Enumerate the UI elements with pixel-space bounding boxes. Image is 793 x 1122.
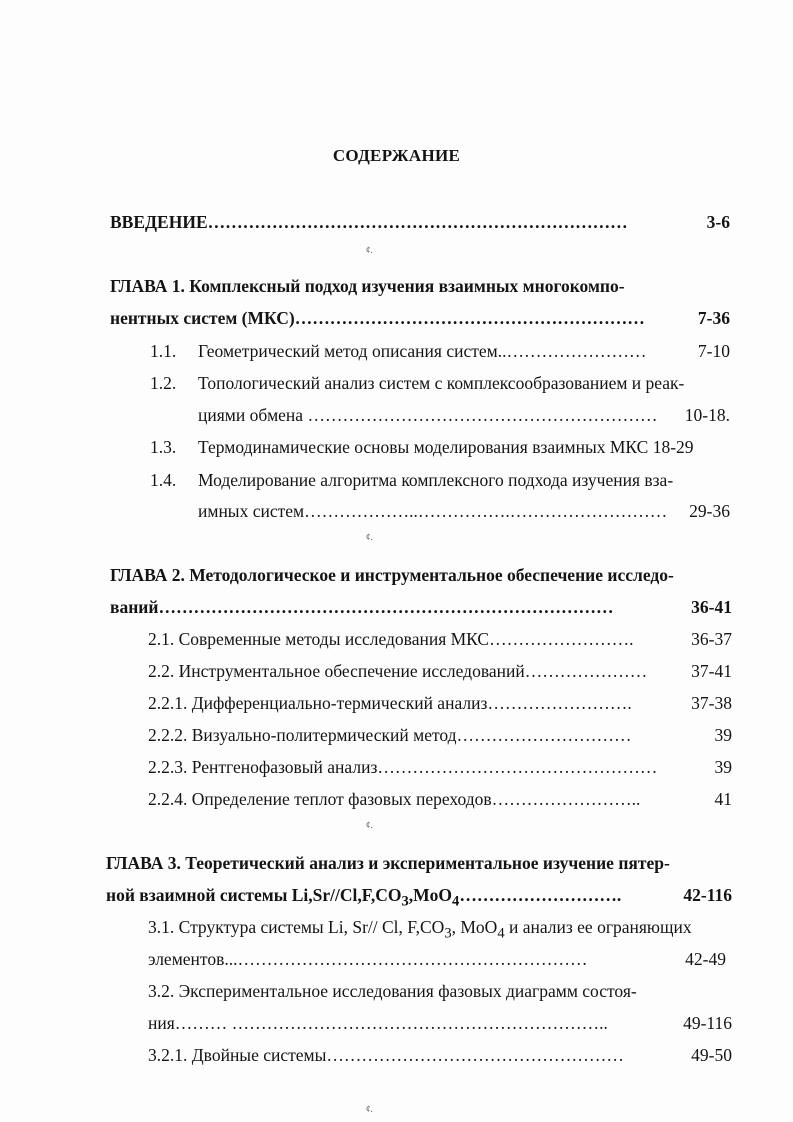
toc-entry-intro [110,211,628,233]
toc-entry-text: ВВЕДЕНИЕ [110,212,208,232]
section-2-2-title [148,660,647,682]
toc-leader: …………………………………………………………………… [158,597,614,617]
section-3-1-title-line1 [148,916,692,945]
toc-entry-text: нентных систем (МКС) [110,308,295,328]
section-3-2-title-line2 [148,1012,608,1034]
section-3-2-title-line1: 3.2. Экспериментальное исследования фазовых диаграмм состоя- [148,981,637,1001]
toc-page-number: 49-50 [691,1045,732,1065]
toc-entry-text: элементов [148,949,225,969]
chapter-2-heading-line1: ГЛАВА 2. Методологическое и инструментальное обеспечение исследо- [110,565,674,585]
section-2-2-3-title [148,756,657,778]
section-1-4-title-line2 [198,500,667,522]
toc-entry-text: ,MoO [408,885,453,905]
toc-page-number: 36-41 [691,597,732,617]
toc-page-number: 37-41 [691,661,732,681]
toc-entry-text: 3.2.1. Двойные системы [148,1045,327,1065]
toc-leader: ………………………. [459,885,622,905]
subscript: 4 [497,925,505,942]
section-2-2-2-title [148,724,632,746]
toc-entry-text: ния [148,1013,175,1033]
chapter-1-heading-line2 [110,307,645,329]
toc-page-number: 42-49 [685,949,726,969]
scan-artifact: ¢. [366,532,373,542]
chapter-3-heading-line2 [106,884,621,913]
toc-leader: …………………………………………………… [294,308,645,328]
chapter-1-heading-line1: ГЛАВА 1. Комплексный подход изучения взаимных многокомпо- [110,276,625,296]
toc-entry-text: 2.1. Современные методы исследования МКС [148,629,490,649]
section-1-4-title-line1: Моделирование алгоритма комплексного подхода изучения вза- [198,470,674,490]
chapter-2-heading-line2 [110,596,613,618]
toc-page-number: 37-38 [691,693,732,713]
toc-entry-text: ной взаимной системы Li,Sr//Cl,F,CO [106,885,402,905]
toc-leader: …………………….. [491,789,641,809]
section-2-2-1-title [148,692,632,714]
toc-leader: …………………………………………………… [307,405,658,425]
toc-page-number: 42-116 [683,885,732,905]
toc-leader: ………………………… [456,725,632,745]
toc-page-number: 7-10 [697,341,730,361]
section-number: 1.2. [150,373,177,393]
section-2-1-title [148,628,633,650]
toc-entry-text: ваний [110,597,159,617]
toc-entry-text: 3.1. Структура системы Li, Sr// Cl, F,CO [148,917,445,937]
section-1-2-title-line2 [198,404,657,426]
toc-page-number: 41 [714,789,732,809]
toc-entry-text: 2.2.1. Дифференциально-термический анализ [148,693,488,713]
toc-entry-text: 2.2.3. Рентгенофазовый анализ [148,757,378,777]
section-3-2-1-title [148,1044,624,1066]
toc-page-number: 39 [714,725,732,745]
toc-page-number: 39 [714,757,732,777]
toc-entry-text: и анализ ее ограняющих [504,917,692,937]
subscript: 3 [401,893,409,910]
section-1-2-title-line1: Топологический анализ систем с комплексообразованием и реак- [198,373,685,393]
section-number: 1.4. [150,470,177,490]
chapter-3-heading-line1: ГЛАВА 3. Теоретический анализ и экспериментальное изучение пятер- [106,853,670,873]
toc-leader: ………………..…………….……………………… [304,501,668,521]
toc-leader: ………………………………………… [377,757,658,777]
toc-leader: …………………………………………… [326,1045,624,1065]
scan-artifact: ¢. [366,245,373,255]
subscript: 4 [452,893,460,910]
toc-leader: ………………… [524,661,648,681]
toc-entry-text: 2.2. Инструментальное обеспечение исследований [148,661,525,681]
toc-leader: ……………………………………………………………… [207,212,628,232]
toc-page-number: 49-116 [683,1013,732,1033]
scan-artifact: ¢. [366,820,373,830]
toc-page-number: 3-6 [706,212,730,232]
section-1-3 [150,436,176,458]
toc-leader: ……… ……………………………………………………….. [174,1013,608,1033]
section-number: 1.3. [150,437,177,457]
toc-entry-text: 2.2.2. Визуально-политермический метод [148,725,457,745]
toc-entry-text: имных систем [198,501,305,521]
toc-page-number: 36-37 [691,629,732,649]
section-1-1-title [198,340,646,362]
section-1-1 [150,340,176,362]
toc-page-number: 7-36 [697,308,730,328]
section-1-4 [150,469,176,491]
toc-entry-text: , MoO [451,917,498,937]
toc-leader: ..…………………… [497,341,647,361]
toc-page-number: 29-36 [689,501,730,521]
section-2-2-4-title [148,788,640,810]
toc-page-number: 10-18. [684,405,730,425]
scan-artifact: ¢. [366,1104,373,1114]
toc-leader: ……………………. [487,693,632,713]
section-number: 1.1. [150,341,177,361]
toc-entry-text: 2.2.4. Определение теплот фазовых переходов [148,789,492,809]
page-title: СОДЕРЖАНИЕ [332,146,461,165]
subscript: 3 [444,925,452,942]
toc-entry-text: Геометрический метод описания систем [198,341,498,361]
toc-leader: ...…………………………………………………… [224,949,588,969]
section-1-3-title: Термодинамические основы моделирования взаимных МКС 18-29 [198,437,694,457]
section-1-2 [150,372,176,394]
section-3-1-title-line2 [148,948,587,970]
toc-entry-text: циями обмена [198,405,304,425]
toc-leader: ……………………. [489,629,634,649]
